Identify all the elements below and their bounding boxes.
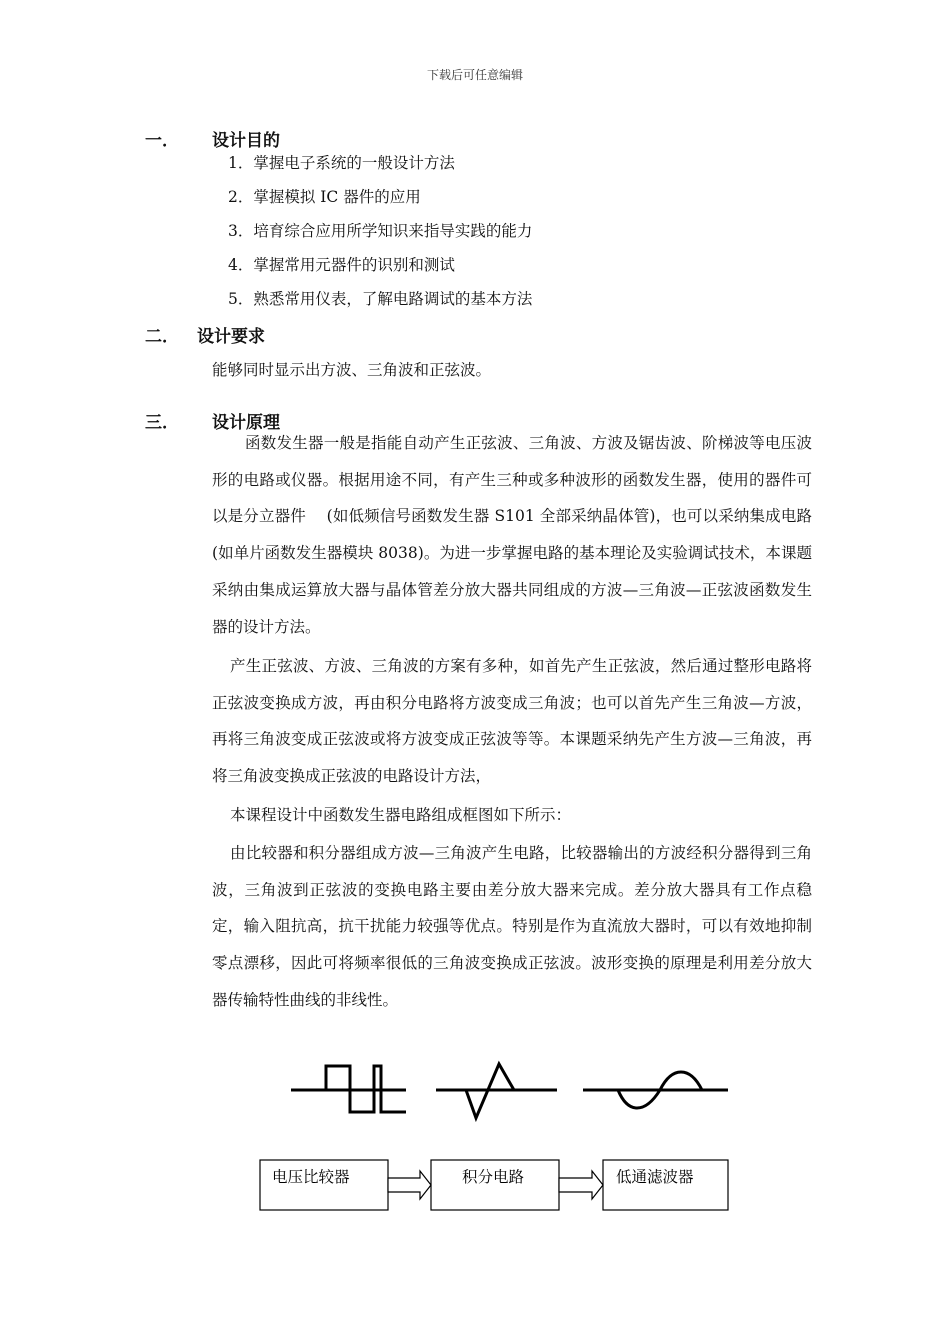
section-2-number: 二．	[145, 327, 179, 347]
list-item: 2．掌握模拟 IC 器件的应用	[228, 188, 421, 206]
paragraph-1: 函数发生器一般是指能自动产生正弦波、三角波、方波及锯齿波、阶梯波等电压波形的电路或仪器。根据用途不同，有产生三种或多种波形的函数发生器，使用的器件可以是分立器件 (如低频信号函数发生器 S101 全部采纳晶体管)，也可以采纳集成电路(如单片函数发生器模块 8038)。为进一步掌握电路的基本理论及实验调试技术，本课题采纳由集成运算放大器与晶体管差分放大器共同组成的方波—三角波—正弦波函数发生器的设计方法。	[212, 434, 812, 636]
square-wave-icon	[291, 1066, 406, 1112]
list-item: 5．熟悉常用仪表，了解电路调试的基本方法	[228, 290, 533, 308]
paragraph-3: 本课程设计中函数发生器电路组成框图如下所示：	[230, 806, 572, 824]
page-header: 下载后可任意编辑	[426, 68, 523, 82]
paragraph-2: 产生正弦波、方波、三角波的方案有多种，如首先产生正弦波，然后通过整形电路将正弦波变换成方波，再由积分电路将方波变成三角波；也可以首先产生三角波—方波，再将三角波变成正弦波或将方波变成正弦波等等。本课题采纳先产生方波—三角波，再将三角波变换成正弦波的电路设计方法，	[212, 657, 812, 786]
section-1-number: 一．	[145, 131, 179, 151]
section-3-number: 三．	[145, 413, 179, 433]
sine-wave-icon	[583, 1072, 728, 1108]
list-item: 3．培育综合应用所学知识来指导实践的能力	[228, 222, 533, 240]
arrow-right-icon	[559, 1171, 603, 1199]
arrow-right-icon	[388, 1171, 431, 1199]
list-item: 1．掌握电子系统的一般设计方法	[228, 154, 455, 172]
box-label-filter: 低通滤波器	[616, 1168, 694, 1186]
section-3-title: 设计原理	[212, 413, 280, 433]
triangle-wave-icon	[436, 1064, 557, 1118]
list-item: 4．掌握常用元器件的识别和测试	[228, 256, 455, 274]
section-1-title: 设计目的	[212, 131, 280, 151]
box-label-comparator: 电压比较器	[272, 1168, 350, 1186]
section-2-text: 能够同时显示出方波、三角波和正弦波。	[212, 361, 492, 379]
box-label-integrator: 积分电路	[462, 1168, 525, 1186]
paragraph-4: 由比较器和积分器组成方波—三角波产生电路，比较器输出的方波经积分器得到三角波，三角波到正弦波的变换电路主要由差分放大器来完成。差分放大器具有工作点稳定，输入阻抗高，抗干扰能力较强等优点。特别是作为直流放大器时，可以有效地抑制零点漂移，因此可将频率很低的三角波变换成正弦波。波形变换的原理是利用差分放大器传输特性曲线的非线性。	[212, 844, 812, 1009]
section-2-title: 设计要求	[197, 327, 265, 347]
